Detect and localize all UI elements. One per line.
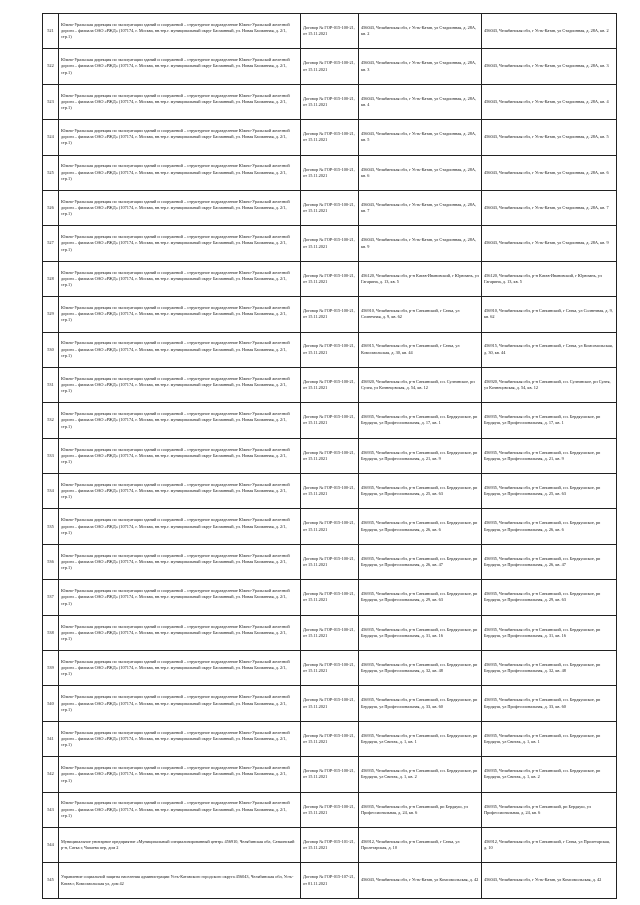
contract-cell: Договор № ГОР-015-100-21, от 15.11.2021 (301, 49, 359, 84)
contract-cell: Договор № ГОР-015-100-21, от 15.11.2021 (301, 686, 359, 721)
address-cell: 456935, Челябинская обл, р-н Саткинский, г.п. Бердяушское, рп Бердяуш, ул Профессиональная, д. 26, кв. 47 (359, 544, 482, 579)
contract-cell: Договор № ГОР-015-107-21, от 01.11.2021 (301, 863, 359, 898)
table-row (43, 332, 617, 367)
object-address-cell: 456043, Челябинская обл, г Усть-Катав, ул Стадионная, д. 28А, кв. 2 (482, 14, 617, 49)
organization-cell: Южно-Уральская дирекция по эксплуатации зданий и сооружений – структурное подразделение Южно-Уральской железной дороги – филиала ОАО «РЖД» (107174, г. Москва, вн.тер.г. муниципальный округ Басманный, ул. Новая Басманная, д. 2/1, стр.1) (59, 155, 301, 190)
address-cell: 456043, Челябинская обл, г Усть-Катав, ул Стадионная, д. 28А, кв. 2 (359, 14, 482, 49)
row-number: 543 (43, 792, 59, 827)
organization-cell: Южно-Уральская дирекция по эксплуатации зданий и сооружений – структурное подразделение Южно-Уральской железной дороги – филиала ОАО «РЖД» (107174, г. Москва, вн.тер.г. муниципальный округ Басманный, ул. Новая Басманная, д. 2/1, стр.1) (59, 474, 301, 509)
organization-cell: Южно-Уральская дирекция по эксплуатации зданий и сооружений – структурное подразделение Южно-Уральской железной дороги – филиала ОАО «РЖД» (107174, г. Москва, вн.тер.г. муниципальный округ Басманный, ул. Новая Басманная, д. 2/1, стр.1) (59, 14, 301, 49)
object-address-cell: 456043, Челябинская обл, г Усть-Катав, ул Стадионная, д. 28А, кв. 3 (482, 49, 617, 84)
table-row (43, 686, 617, 721)
object-address-cell: 456915, Челябинская обл, р-н Саткинский, г Сатка, ул Комсомольская, д. 30, кв. 44 (482, 332, 617, 367)
address-cell: 456043, Челябинская обл, г Усть-Катав, ул Стадионная, д. 28А, кв. 9 (359, 226, 482, 261)
object-address-cell: 456043, Челябинская обл, г Усть-Катав, ул Стадионная, д. 28А, кв. 6 (482, 155, 617, 190)
contract-cell: Договор № ГОР-015-100-21, от 15.11.2021 (301, 14, 359, 49)
object-address-cell: 456935, Челябинская обл, р-н Саткинский, г.п. Бердяушское, рп Бердяуш, ул Профессиональная, д. 32, кв. 48 (482, 651, 617, 686)
contract-cell: Договор № ГОР-015-100-21, от 15.11.2021 (301, 474, 359, 509)
contract-cell: Договор № ГОР-015-100-21, от 15.11.2021 (301, 403, 359, 438)
table-row (43, 261, 617, 296)
address-cell: 456935, Челябинская обл, р-н Саткинский, г.п. Бердяушское, рп Бердяуш, ул Свитак, д. 1, кв. 2 (359, 757, 482, 792)
object-address-cell: 456935, Челябинская обл, р-н Саткинский, г.п. Бердяушское, рп Бердяуш, ул Профессиональная, д. 26, кв. 47 (482, 544, 617, 579)
table-row (43, 651, 617, 686)
row-number: 533 (43, 438, 59, 473)
contract-cell: Договор № ГОР-015-100-21, от 15.11.2021 (301, 332, 359, 367)
address-cell: 456043, Челябинская обл, г Усть-Катав, ул Стадионная, д. 28А, кв. 5 (359, 120, 482, 155)
object-address-cell: 456935, Челябинская обл, р-н Саткинский, рп Бердяуш, ул Профессиональная, д. 24, кв. 6 (482, 792, 617, 827)
row-number: 537 (43, 580, 59, 615)
contract-cell: Договор № ГОР-015-100-21, от 15.11.2021 (301, 155, 359, 190)
organization-cell: Южно-Уральская дирекция по эксплуатации зданий и сооружений – структурное подразделение Южно-Уральской железной дороги – филиала ОАО «РЖД» (107174, г. Москва, вн.тер.г. муниципальный округ Басманный, ул. Новая Басманная, д. 2/1, стр.1) (59, 49, 301, 84)
contract-cell: Договор № ГОР-015-100-21, от 15.11.2021 (301, 84, 359, 119)
object-address-cell: 456043, Челябинская обл, г Усть-Катав, ул Стадионная, д. 28А, кв. 5 (482, 120, 617, 155)
address-cell: 456935, Челябинская обл, р-н Саткинский, г.п. Бердяушское, рп Бердяуш, ул Профессиональная, д. 25, кв. 63 (359, 474, 482, 509)
object-address-cell: 456935, Челябинская обл, р-н Саткинский, г.п. Бердяушское, рп Бердяуш, ул Профессиональная, д. 29, кв. 63 (482, 580, 617, 615)
address-cell: 456043, Челябинская обл, г Усть-Катав, ул Комсомольская, д. 42 (359, 863, 482, 898)
table-row (43, 297, 617, 332)
address-cell: 456043, Челябинская обл, г Усть-Катав, ул Стадионная, д. 28А, кв. 7 (359, 190, 482, 225)
object-address-cell: 456043, Челябинская обл, г Усть-Катав, ул Комсомольская, д. 42 (482, 863, 617, 898)
address-cell: 456935, Челябинская обл, р-н Саткинский, г.п. Бердяушское, рп Бердяуш, ул Профессиональная, д. 17, кв. 1 (359, 403, 482, 438)
row-number: 521 (43, 14, 59, 49)
object-address-cell: 456935, Челябинская обл, р-н Саткинский, г.п. Бердяушское, рп Бердяуш, ул Профессиональная, д. 25, кв. 63 (482, 474, 617, 509)
row-number: 544 (43, 827, 59, 862)
row-number: 526 (43, 190, 59, 225)
row-number: 525 (43, 155, 59, 190)
table-row (43, 49, 617, 84)
object-address-cell: 456935, Челябинская обл, р-н Саткинский, г.п. Бердяушское, рп Бердяуш, ул Профессиональная, д. 33, кв. 60 (482, 686, 617, 721)
organization-cell: Южно-Уральская дирекция по эксплуатации зданий и сооружений – структурное подразделение Южно-Уральской железной дороги – филиала ОАО «РЖД» (107174, г. Москва, вн.тер.г. муниципальный округ Басманный, ул. Новая Басманная, д. 2/1, стр.1) (59, 261, 301, 296)
object-address-cell: 456935, Челябинская обл, р-н Саткинский, г.п. Бердяушское, рп Бердяуш, ул Свитак, д. 1, кв. 1 (482, 721, 617, 756)
table-row (43, 155, 617, 190)
address-cell: 456910, Челябинская обл, р-н Саткинский, г Сатка, ул Солнечная, д. 9, кв. 62 (359, 297, 482, 332)
address-cell: 456912, Челябинская обл, р-н Саткинский, г Сатка, ул Пролетарская, д. 10 (359, 827, 482, 862)
organization-cell: Южно-Уральская дирекция по эксплуатации зданий и сооружений – структурное подразделение Южно-Уральской железной дороги – филиала ОАО «РЖД» (107174, г. Москва, вн.тер.г. муниципальный округ Басманный, ул. Новая Басманная, д. 2/1, стр.1) (59, 615, 301, 650)
row-number: 524 (43, 120, 59, 155)
row-number: 532 (43, 403, 59, 438)
organization-cell: Южно-Уральская дирекция по эксплуатации зданий и сооружений – структурное подразделение Южно-Уральской железной дороги – филиала ОАО «РЖД» (107174, г. Москва, вн.тер.г. муниципальный округ Басманный, ул. Новая Басманная, д. 2/1, стр.1) (59, 580, 301, 615)
organization-cell: Южно-Уральская дирекция по эксплуатации зданий и сооружений – структурное подразделение Южно-Уральской железной дороги – филиала ОАО «РЖД» (107174, г. Москва, вн.тер.г. муниципальный округ Басманный, ул. Новая Басманная, д. 2/1, стр.1) (59, 403, 301, 438)
address-cell: 456935, Челябинская обл, р-н Саткинский, г.п. Бердяушское, рп Бердяуш, ул Профессиональная, д. 29, кв. 63 (359, 580, 482, 615)
organization-cell: Южно-Уральская дирекция по эксплуатации зданий и сооружений – структурное подразделение Южно-Уральской железной дороги – филиала ОАО «РЖД» (107174, г. Москва, вн.тер.г. муниципальный округ Басманный, ул. Новая Басманная, д. 2/1, стр.1) (59, 84, 301, 119)
address-cell: 456043, Челябинская обл, г Усть-Катав, ул Стадионная, д. 28А, кв. 6 (359, 155, 482, 190)
address-cell: 456920, Челябинская обл, р-н Саткинский, г.п. Сулеинское, рп Сулея, ул Кочнецовская, д. 54, кв. 12 (359, 367, 482, 402)
contract-cell: Договор № ГОР-015-100-21, от 15.11.2021 (301, 721, 359, 756)
row-number: 541 (43, 721, 59, 756)
row-number: 523 (43, 84, 59, 119)
address-cell: 456120, Челябинская обл, р-н Катав-Ивановский, г Юрюзань, ул Гагарина, д. 13, кв. 5 (359, 261, 482, 296)
table-row (43, 403, 617, 438)
object-address-cell: 456935, Челябинская обл, р-н Саткинский, г.п. Бердяушское, рп Бердяуш, ул Профессиональная, д. 26, кв. 6 (482, 509, 617, 544)
table-row (43, 190, 617, 225)
table-row (43, 544, 617, 579)
address-cell: 456935, Челябинская обл, р-н Саткинский, г.п. Бердяушское, рп Бердяуш, ул Свитак, д. 1, кв. 1 (359, 721, 482, 756)
contract-cell: Договор № ГОР-015-101-21, от 15.11.2021 (301, 827, 359, 862)
contract-cell: Договор № ГОР-015-100-21, от 15.11.2021 (301, 297, 359, 332)
object-address-cell: 456043, Челябинская обл, г Усть-Катав, ул Стадионная, д. 28А, кв. 9 (482, 226, 617, 261)
object-address-cell: 456935, Челябинская обл, р-н Саткинский, г.п. Бердяушское, рп Бердяуш, ул Профессиональная, д. 21, кв. 9 (482, 438, 617, 473)
object-address-cell: 456043, Челябинская обл, г Усть-Катав, ул Стадионная, д. 28А, кв. 4 (482, 84, 617, 119)
row-number: 522 (43, 49, 59, 84)
table-row (43, 14, 617, 49)
contract-cell: Договор № ГОР-015-100-21, от 15.11.2021 (301, 651, 359, 686)
contract-cell: Договор № ГОР-015-100-21, от 15.11.2021 (301, 580, 359, 615)
object-address-cell: 456920, Челябинская обл, р-н Саткинский, г.п. Сулеинское, рп Сулея, ул Кочнецовская, д. 54, кв. 12 (482, 367, 617, 402)
organization-cell: Южно-Уральская дирекция по эксплуатации зданий и сооружений – структурное подразделение Южно-Уральской железной дороги – филиала ОАО «РЖД» (107174, г. Москва, вн.тер.г. муниципальный округ Басманный, ул. Новая Басманная, д. 2/1, стр.1) (59, 721, 301, 756)
contract-cell: Договор № ГОР-015-100-21, от 15.11.2021 (301, 120, 359, 155)
address-cell: 456935, Челябинская обл, р-н Саткинский, г.п. Бердяушское, рп Бердяуш, ул Профессиональная, д. 32, кв. 48 (359, 651, 482, 686)
registry-table (42, 13, 617, 899)
organization-cell: Южно-Уральская дирекция по эксплуатации зданий и сооружений – структурное подразделение Южно-Уральской железной дороги – филиала ОАО «РЖД» (107174, г. Москва, вн.тер.г. муниципальный округ Басманный, ул. Новая Басманная, д. 2/1, стр.1) (59, 651, 301, 686)
table-row (43, 792, 617, 827)
organization-cell: Южно-Уральская дирекция по эксплуатации зданий и сооружений – структурное подразделение Южно-Уральской железной дороги – филиала ОАО «РЖД» (107174, г. Москва, вн.тер.г. муниципальный округ Басманный, ул. Новая Басманная, д. 2/1, стр.1) (59, 792, 301, 827)
table-row (43, 615, 617, 650)
organization-cell: Южно-Уральская дирекция по эксплуатации зданий и сооружений – структурное подразделение Южно-Уральской железной дороги – филиала ОАО «РЖД» (107174, г. Москва, вн.тер.г. муниципальный округ Басманный, ул. Новая Басманная, д. 2/1, стр.1) (59, 367, 301, 402)
table-row (43, 863, 617, 898)
row-number: 545 (43, 863, 59, 898)
row-number: 531 (43, 367, 59, 402)
table-row (43, 84, 617, 119)
table-row (43, 474, 617, 509)
address-cell: 456935, Челябинская обл, р-н Саткинский, г.п. Бердяушское, рп Бердяуш, ул Профессиональная, д. 26, кв. 6 (359, 509, 482, 544)
table-row (43, 827, 617, 862)
table-row (43, 509, 617, 544)
contract-cell: Договор № ГОР-015-100-21, от 15.11.2021 (301, 615, 359, 650)
organization-cell: Южно-Уральская дирекция по эксплуатации зданий и сооружений – структурное подразделение Южно-Уральской железной дороги – филиала ОАО «РЖД» (107174, г. Москва, вн.тер.г. муниципальный округ Басманный, ул. Новая Басманная, д. 2/1, стр.1) (59, 509, 301, 544)
row-number: 528 (43, 261, 59, 296)
table-row (43, 580, 617, 615)
registry-table-body (43, 14, 617, 899)
contract-cell: Договор № ГОР-015-100-21, от 15.11.2021 (301, 367, 359, 402)
table-row (43, 226, 617, 261)
row-number: 539 (43, 651, 59, 686)
object-address-cell: 456935, Челябинская обл, р-н Саткинский, г.п. Бердяушское, рп Бердяуш, ул Профессиональная, д. 17, кв. 1 (482, 403, 617, 438)
object-address-cell: 456120, Челябинская обл, р-н Катав-Ивановский, г Юрюзань, ул Гагарина, д. 13, кв. 5 (482, 261, 617, 296)
contract-cell: Договор № ГОР-015-100-21, от 15.11.2021 (301, 226, 359, 261)
contract-cell: Договор № ГОР-015-100-21, от 15.11.2021 (301, 509, 359, 544)
address-cell: 456915, Челябинская обл, р-н Саткинский, г Сатка, ул Комсомольская, д. 30, кв. 44 (359, 332, 482, 367)
table-row (43, 721, 617, 756)
organization-cell: Управление социальной защиты населения администрации Усть-Катавского городского округа 456043, Челябинская обл, Усть-Катав г, Комсомольская ул, дом 42 (59, 863, 301, 898)
organization-cell: Муниципальное унитарное предприятие «Муниципальный специализированный центр» 456910, Челябинская обл, Саткинский р-н, Сатка г, Чапаева пер, дом 2 (59, 827, 301, 862)
object-address-cell: 456912, Челябинская обл, р-н Саткинский, г Сатка, ул Пролетарская, д. 10 (482, 827, 617, 862)
address-cell: 456935, Челябинская обл, р-н Саткинский, г.п. Бердяушское, рп Бердяуш, ул Профессиональная, д. 31, кв. 16 (359, 615, 482, 650)
organization-cell: Южно-Уральская дирекция по эксплуатации зданий и сооружений – структурное подразделение Южно-Уральской железной дороги – филиала ОАО «РЖД» (107174, г. Москва, вн.тер.г. муниципальный округ Басманный, ул. Новая Басманная, д. 2/1, стр.1) (59, 332, 301, 367)
address-cell: 456935, Челябинская обл, р-н Саткинский, г.п. Бердяушское, рп Бердяуш, ул Профессиональная, д. 21, кв. 9 (359, 438, 482, 473)
contract-cell: Договор № ГОР-015-100-21, от 15.11.2021 (301, 190, 359, 225)
address-cell: 456935, Челябинская обл, р-н Саткинский, рп Бердяуш, ул Профессиональная, д. 24, кв. 6 (359, 792, 482, 827)
object-address-cell: 456935, Челябинская обл, р-н Саткинский, г.п. Бердяушское, рп Бердяуш, ул Профессиональная, д. 31, кв. 16 (482, 615, 617, 650)
organization-cell: Южно-Уральская дирекция по эксплуатации зданий и сооружений – структурное подразделение Южно-Уральской железной дороги – филиала ОАО «РЖД» (107174, г. Москва, вн.тер.г. муниципальный округ Басманный, ул. Новая Басманная, д. 2/1, стр.1) (59, 297, 301, 332)
contract-cell: Договор № ГОР-015-100-21, от 15.11.2021 (301, 261, 359, 296)
row-number: 535 (43, 509, 59, 544)
row-number: 542 (43, 757, 59, 792)
organization-cell: Южно-Уральская дирекция по эксплуатации зданий и сооружений – структурное подразделение Южно-Уральской железной дороги – филиала ОАО «РЖД» (107174, г. Москва, вн.тер.г. муниципальный округ Басманный, ул. Новая Басманная, д. 2/1, стр.1) (59, 226, 301, 261)
organization-cell: Южно-Уральская дирекция по эксплуатации зданий и сооружений – структурное подразделение Южно-Уральской железной дороги – филиала ОАО «РЖД» (107174, г. Москва, вн.тер.г. муниципальный округ Басманный, ул. Новая Басманная, д. 2/1, стр.1) (59, 757, 301, 792)
row-number: 534 (43, 474, 59, 509)
address-cell: 456935, Челябинская обл, р-н Саткинский, г.п. Бердяушское, рп Бердяуш, ул Профессиональная, д. 33, кв. 60 (359, 686, 482, 721)
contract-cell: Договор № ГОР-015-100-21, от 15.11.2021 (301, 757, 359, 792)
contract-cell: Договор № ГОР-015-100-21, от 15.11.2021 (301, 792, 359, 827)
row-number: 538 (43, 615, 59, 650)
table-row (43, 367, 617, 402)
table-row (43, 438, 617, 473)
row-number: 530 (43, 332, 59, 367)
row-number: 540 (43, 686, 59, 721)
row-number: 529 (43, 297, 59, 332)
table-row (43, 120, 617, 155)
organization-cell: Южно-Уральская дирекция по эксплуатации зданий и сооружений – структурное подразделение Южно-Уральской железной дороги – филиала ОАО «РЖД» (107174, г. Москва, вн.тер.г. муниципальный округ Басманный, ул. Новая Басманная, д. 2/1, стр.1) (59, 686, 301, 721)
object-address-cell: 456043, Челябинская обл, г Усть-Катав, ул Стадионная, д. 28А, кв. 7 (482, 190, 617, 225)
row-number: 527 (43, 226, 59, 261)
organization-cell: Южно-Уральская дирекция по эксплуатации зданий и сооружений – структурное подразделение Южно-Уральской железной дороги – филиала ОАО «РЖД» (107174, г. Москва, вн.тер.г. муниципальный округ Басманный, ул. Новая Басманная, д. 2/1, стр.1) (59, 438, 301, 473)
row-number: 536 (43, 544, 59, 579)
address-cell: 456043, Челябинская обл, г Усть-Катав, ул Стадионная, д. 28А, кв. 4 (359, 84, 482, 119)
contract-cell: Договор № ГОР-015-100-21, от 15.11.2021 (301, 544, 359, 579)
object-address-cell: 456910, Челябинская обл, р-н Саткинский, г Сатка, ул Солнечная, д. 9, кв. 62 (482, 297, 617, 332)
organization-cell: Южно-Уральская дирекция по эксплуатации зданий и сооружений – структурное подразделение Южно-Уральской железной дороги – филиала ОАО «РЖД» (107174, г. Москва, вн.тер.г. муниципальный округ Басманный, ул. Новая Басманная, д. 2/1, стр.1) (59, 190, 301, 225)
address-cell: 456043, Челябинская обл, г Усть-Катав, ул Стадионная, д. 28А, кв. 3 (359, 49, 482, 84)
table-row (43, 757, 617, 792)
organization-cell: Южно-Уральская дирекция по эксплуатации зданий и сооружений – структурное подразделение Южно-Уральской железной дороги – филиала ОАО «РЖД» (107174, г. Москва, вн.тер.г. муниципальный округ Басманный, ул. Новая Басманная, д. 2/1, стр.1) (59, 544, 301, 579)
organization-cell: Южно-Уральская дирекция по эксплуатации зданий и сооружений – структурное подразделение Южно-Уральской железной дороги – филиала ОАО «РЖД» (107174, г. Москва, вн.тер.г. муниципальный округ Басманный, ул. Новая Басманная, д. 2/1, стр.1) (59, 120, 301, 155)
object-address-cell: 456935, Челябинская обл, р-н Саткинский, г.п. Бердяушское, рп Бердяуш, ул Свитак, д. 1, кв. 2 (482, 757, 617, 792)
contract-cell: Договор № ГОР-015-100-21, от 15.11.2021 (301, 438, 359, 473)
